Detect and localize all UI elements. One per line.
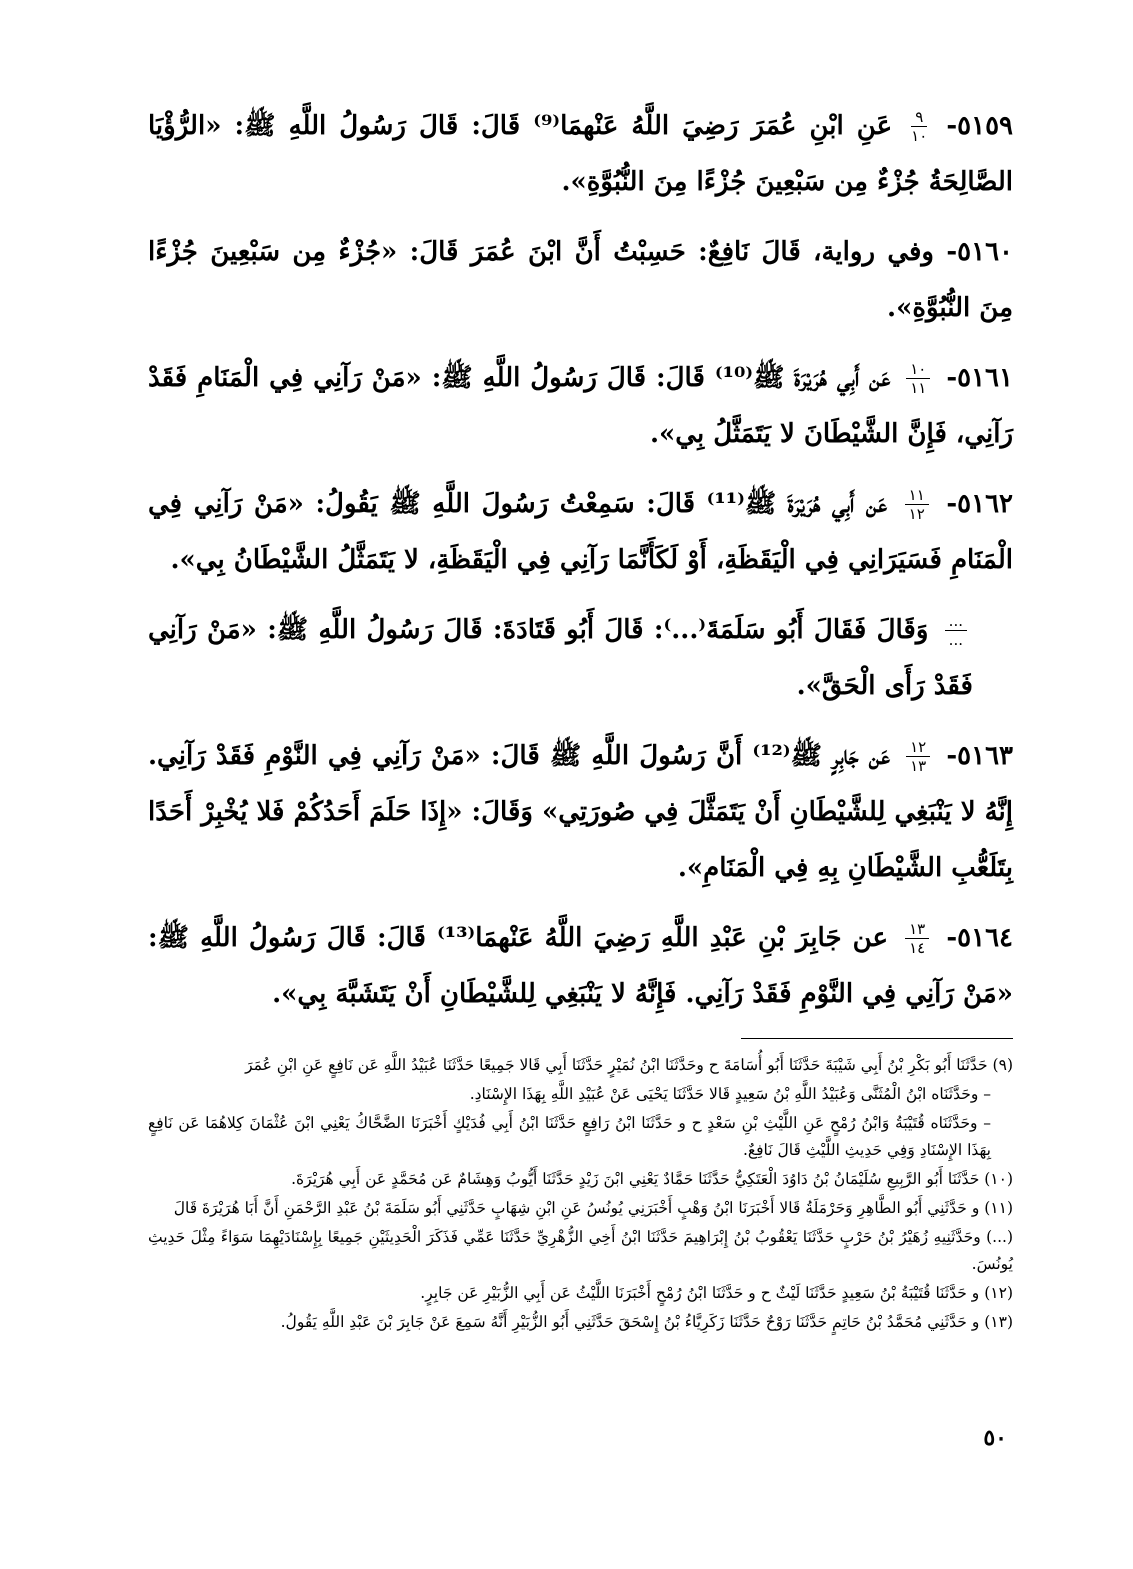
hadith-number: ٥١٦١- — [946, 363, 1013, 393]
cross-reference-fraction: $\frac{١١}{١٢}$ — [905, 488, 929, 522]
footnote: (١٣) و حَدَّثَنِي مُحَمَّدُ بْنُ حَاتِمٍ حَدَّثَنَا رَوْحٌ حَدَّثَنَا زَكَرِيَّاءُ بْنُ إِسْحَقَ حَدَّثَنِي أَبُو الزُّبَيْرِ أَنَّهُ سَمِعَ عَنْ جَابِرَ بْنَ عَبْدِ اللَّهِ يَقُولُ. — [280, 1313, 1013, 1331]
hadith-5160 — [148, 224, 1013, 336]
hadith-5162-sub — [148, 602, 1013, 714]
page-number: ٥٠ — [983, 1425, 1007, 1451]
hadith-text: عَنِ ابْنِ عُمَرَ رَضِيَ اللَّهُ عَنْهمَا⁽⁹⁾ قَالَ: قَالَ رَسُولُ اللَّهِ ﷺ: «الرُّؤْيَا الصَّالِحَةُ جُزْءٌ مِن سَبْعِينَ جُزْءًا مِنَ النُّبُوَّةِ». — [148, 111, 1013, 197]
hadith-text: وَقَالَ فَقَالَ أَبُو سَلَمَةَ⁽...⁾: قَالَ أَبُو قَتَادَةَ: قَالَ رَسُولُ اللَّهِ ﷺ: «مَنْ رَآنِي فَقَدْ رَأَى الْحَقَّ». — [148, 615, 973, 701]
hadith-number: ٥١٦٢- — [946, 489, 1013, 519]
footnote: (١٠) حَدَّثَنَا أَبُو الرَّبِيعِ سُلَيْمَانُ بْنُ دَاوُدَ الْعَتَكِيُّ حَدَّثَنَا حَمَّادٌ يَعْنِي ابْنَ زَيْدٍ حَدَّثَنَا أَيُّوبُ وَهِشَامٌ عَن مُحَمَّدٍ عَن أَبِي هُرَيْرَةَ. — [291, 1170, 1013, 1188]
hadith-5163 — [148, 728, 1013, 896]
hadith-text: عَن أَبِي هُرَيْرَةَ ﷺ⁽¹¹⁾ قَالَ: سَمِعْتُ رَسُولَ اللَّهِ ﷺ يَقُولُ: «مَنْ رَآنِي فِي الْمَنَامِ فَسَيَرَانِي فِي الْيَقَظَةِ، أَوْ لَكَأَنَّمَا رَآنِي فِي الْيَقَظَةِ، لا يَتَمَثَّلُ الشَّيْطَانُ بِي». — [148, 489, 1013, 575]
hadith-5162 — [148, 476, 1013, 588]
cross-reference-fraction: $\frac{١٣}{١٤}$ — [905, 922, 929, 956]
footnotes — [148, 1052, 1013, 1338]
footnote-separator — [741, 1038, 1013, 1039]
footnote: (١٢) و حَدَّثَنَا قُتَيْبَةُ بْنُ سَعِيدٍ حَدَّثَنَا لَيْثٌ ح و حَدَّثَنَا ابْنُ رُمْحٍ أَخْبَرَنَا اللَّيْثُ عَن أَبِي الزُّبَيْرِ عَن جَابِرٍ. — [420, 1284, 1013, 1302]
footnote: – وحَدَّثَنَاه قُتَيْبَةُ وَابْنُ رُمْحٍ عَنِ اللَّيْثِ بْنِ سَعْدٍ ح و حَدَّثَنَا ابْنُ رَافِعٍ حَدَّثَنَا ابْنُ أَبِي فُدَيْكٍ أَخْبَرَنَا الضَّحَّاكُ يَعْنِي ابْنَ عُثْمَانَ كِلاهُمَا عَن نَافِعٍ بِهَذَا الإِسْنَادِ وَفِي حَدِيثِ اللَّيْثِ قَالَ نَافِعٌ. — [148, 1114, 991, 1159]
hadith-5159 — [148, 98, 1013, 210]
cross-reference-fraction: $\frac{٩}{١٠}$ — [911, 108, 928, 145]
footnote: (...) وحَدَّثَنِيهِ زُهَيْرُ بْنُ حَرْبٍ حَدَّثَنَا يَعْقُوبُ بْنُ إِبْرَاهِيمَ حَدَّثَنَا ابْنُ أَخِي الزُّهْرِيِّ حَدَّثَنَا عَمِّي فَذَكَرَ الْحَدِيثَيْنِ جَمِيعًا بِإِسْنَادَيْهِمَا سَوَاءً مِثْلَ حَدِيثِ يُونُسَ. — [148, 1228, 1013, 1273]
hadith-5164 — [148, 910, 1013, 1022]
footnote: (٩) حَدَّثَنَا أَبُو بَكْرِ بْنُ أَبِي شَيْبَةَ حَدَّثَنَا أَبُو أُسَامَةَ ح وحَدَّثَنَا ابْنُ نُمَيْرٍ حَدَّثَنَا أَبِي قَالا جَمِيعًا حَدَّثَنَا عُبَيْدُ اللَّهِ عَن نَافِعٍ عَنِ ابْنِ عُمَرَ — [245, 1056, 1013, 1074]
hadith-number: ٥١٦٤- — [946, 923, 1013, 953]
footnote: – وحَدَّثَنَاه ابْنُ الْمُثَنَّى وَعُبَيْدُ اللَّهِ بْنُ سَعِيدٍ قَالا حَدَّثَنَا يَحْيَى عَنْ عُبَيْدِ اللَّهِ بِهَذَا الإِسْنَادِ. — [469, 1085, 991, 1103]
hadith-text: عن جَابِرَ بْنِ عَبْدِ اللَّهِ رَضِيَ اللَّهُ عَنْهمَا⁽¹³⁾ قَالَ: قَالَ رَسُولُ اللَّهِ ﷺ: «مَنْ رَآنِي فِي النَّوْمِ فَقَدْ رَآنِي. فَإِنَّهُ لا يَنْبَغِي لِلشَّيْطَانِ أَنْ يَتَشَبَّهَ بِي». — [148, 923, 1013, 1009]
hadith-5161 — [148, 350, 1013, 462]
footnote: (١١) و حَدَّثَنِي أَبُو الطَّاهِرِ وَحَرْمَلَةُ قَالا أَخْبَرَنَا ابْنُ وَهْبٍ أَخْبَرَنِي يُونُسُ عَنِ ابْنِ شِهَابٍ حَدَّثَنِي أَبُو سَلَمَةَ بْنُ عَبْدِ الرَّحْمَنِ أَنَّ أَبَا هُرَيْرَةَ قَالَ — [173, 1199, 1013, 1217]
hadith-number: ٥١٦٣- — [946, 741, 1013, 771]
cross-reference-fraction: $\frac{١٠}{١١}$ — [906, 362, 930, 396]
hadith-text: وفي رواية، قَالَ نَافِعٌ: حَسِبْتُ أَنَّ ابْنَ عُمَرَ قَالَ: «جُزْءٌ مِن سَبْعِينَ جُزْءًا مِنَ النُّبُوَّةِ». — [148, 237, 1013, 323]
hadith-text: عَن جَابِرٍ ﷺ⁽¹²⁾ أَنَّ رَسُولَ اللَّهِ ﷺ قَالَ: «مَنْ رَآنِي فِي النَّوْمِ فَقَدْ رَآنِي. إِنَّهُ لا يَنْبَغِي لِلشَّيْطَانِ أَنْ يَتَمَثَّلَ فِي صُورَتِي» وَقَالَ: «إِذَا حَلَمَ أَحَدُكُمْ فَلا يُخْبِرْ أَحَدًا بِتَلَعُّبِ الشَّيْطَانِ بِهِ فِي الْمَنَامِ». — [148, 741, 1013, 883]
cross-reference-fraction: $\frac{...}{...}$ — [945, 614, 967, 648]
hadith-number: ٥١٥٩- — [946, 111, 1013, 141]
main-text — [148, 98, 1013, 1036]
cross-reference-fraction: $\frac{١٢}{١٣}$ — [906, 740, 930, 774]
hadith-text: عَن أَبِي هُرَيْرَةَ ﷺ⁽¹⁰⁾ قَالَ: قَالَ رَسُولُ اللَّهِ ﷺ: «مَنْ رَآنِي فِي الْمَنَامِ فَقَدْ رَآنِي، فَإِنَّ الشَّيْطَانَ لا يَتَمَثَّلُ بِي». — [148, 363, 1013, 449]
hadith-number: ٥١٦٠- — [946, 237, 1013, 267]
